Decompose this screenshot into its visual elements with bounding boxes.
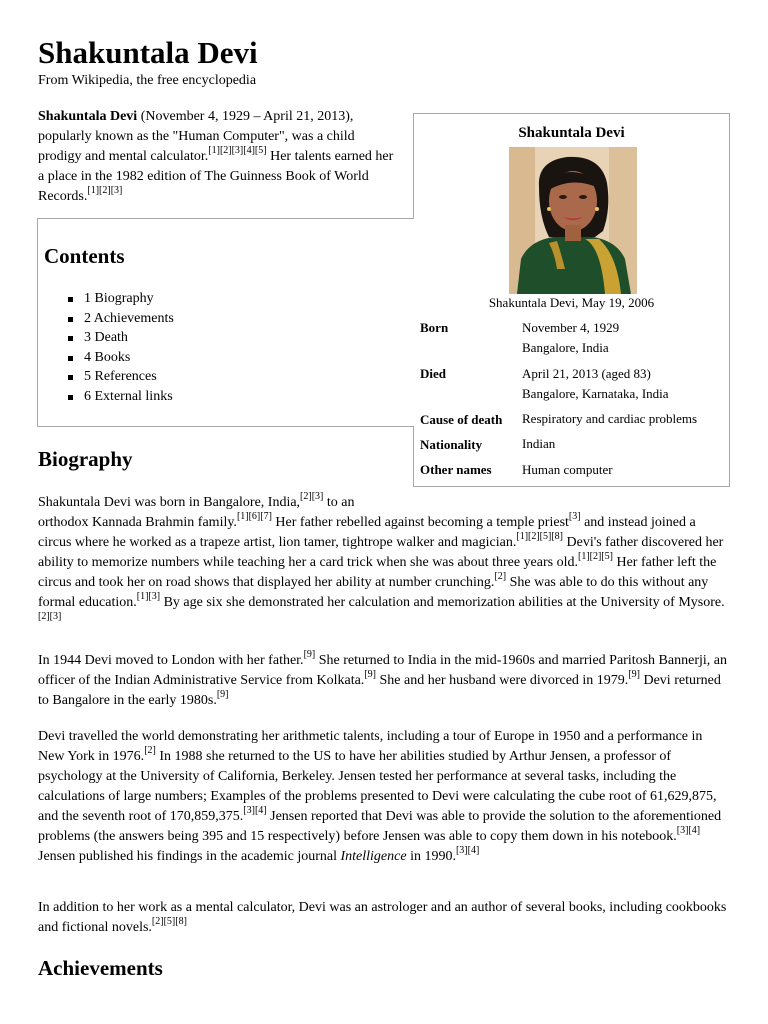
citation[interactable]: [1][3] (136, 591, 161, 603)
other-names-value: Human computer (522, 462, 613, 477)
toc-item-books[interactable]: 4 Books (68, 348, 174, 368)
citation[interactable]: [2][3] (38, 611, 62, 623)
achievements-heading: Achievements (38, 956, 163, 980)
biography-paragraph-4: In addition to her work as a mental calculator, Devi was an astrologer and an author of several books, including cookbooks and fictional novels.[2][5][8] (38, 900, 727, 935)
journal-name[interactable]: Intelligence (340, 849, 407, 864)
citation[interactable]: [3][4] (676, 825, 701, 837)
toc-item-biography[interactable]: 1 Biography (68, 289, 174, 309)
citation[interactable]: [1][2][3] (87, 185, 123, 197)
citation[interactable]: [9] (628, 669, 640, 681)
died-place[interactable]: Bangalore, Karnataka, India (522, 386, 669, 401)
citation[interactable]: [9] (364, 669, 376, 681)
died-value (522, 364, 727, 404)
intro-text: (November 4, 1929 – April 21, 2013), popularly known as the "Human Computer", was a child prodigy and mental calculator. (38, 109, 355, 164)
toc-title: Contents (44, 244, 125, 268)
citation[interactable]: [1][6][7] (236, 511, 272, 523)
born-value (522, 318, 727, 358)
biography-paragraph-3: Devi travelled the world demonstrating her arithmetic talents, including a tour of Europe in 1950 and a performance in New York in 1976.[2] In 1988 she returned to the US to have her abilities studied by Arthur Jensen, a professor of psychology at the University of California, Berkeley. Jensen tested her performance at several tasks, including the calculations of large numbers; Examples of the problems presented to Devi were calculating the cube root of 61,629,875, and the seventh root of 170,859,375.[3][4] Jensen reported that Devi was able to provide the solution to the aforementioned problems (the answers being 395 and 15 respectively) before Jensen was able to copy them down in his notebook.[3][4] Jensen published his findings in the academic journal Intelligence in 1990.[3][4] (38, 729, 722, 864)
subject-name: Shakuntala Devi (38, 109, 138, 124)
citation[interactable]: [3] (568, 511, 581, 523)
infobox-title: Shakuntala Devi (518, 125, 625, 141)
born-label: Born (420, 320, 449, 335)
other-names-label: Other names (420, 462, 492, 477)
intro-text: Her talents earned her a place in the 1982 edition of The Guinness Book of World Records. (38, 149, 394, 204)
citation[interactable]: [2][5][8] (151, 916, 187, 928)
citation[interactable]: [2] (144, 745, 156, 757)
infobox (413, 113, 730, 487)
citation[interactable]: [1][2][5] (577, 551, 613, 563)
toc-item-achievements[interactable]: 2 Achievements (68, 309, 174, 329)
toc-item-death[interactable]: 3 Death (68, 328, 174, 348)
biography-heading: Biography (38, 447, 133, 471)
citation[interactable]: [2][3] (300, 491, 324, 503)
citation[interactable]: [9] (303, 649, 316, 661)
cause-of-death-label: Cause of death (420, 412, 503, 427)
intro-paragraph (38, 107, 396, 207)
citation[interactable]: [1][2][5][8] (516, 531, 563, 543)
citation[interactable]: [3][4] (243, 805, 267, 817)
toc-list (68, 289, 174, 406)
portrait-photo[interactable] (509, 147, 637, 294)
born-date: November 4, 1929 (522, 320, 620, 335)
died-date: April 21, 2013 (aged 83) (522, 366, 651, 381)
biography-paragraph-1: Shakuntala Devi was born in Bangalore, India,[2][3] to an orthodox Kannada Brahmin family.[1][6][7] Her father rebelled against becoming a temple priest[3] and instead joined a circus where he worked as a trapeze artist, lion tamer, tightrope walker and magician.[1][2][5][8] Devi's father discovered her ability to memorize numbers while teaching her a card trick when she was about three years old.[1][2][5] Her father left the circus and took her on road shows that displayed her ability at number crunching.[2] She was able to do this without any formal education.[1][3] By age six she demonstrated her calculation and memorization abilities at the University of Mysore.[2][3] (38, 491, 725, 623)
cause-of-death-value: Respiratory and cardiac problems (522, 411, 698, 426)
page-title: Shakuntala Devi (38, 35, 258, 70)
nationality-label: Nationality (420, 437, 483, 452)
toc-item-references[interactable]: 5 References (68, 367, 174, 387)
biography-paragraph-2: In 1944 Devi moved to London with her father.[9] She returned to India in the mid-1960s and married Paritosh Bannerji, an officer of the Indian Administrative Service from Kolkata.[9] She and her husband were divorced in 1979.[9] Devi returned to Bangalore in the early 1980s.[9] (38, 649, 727, 708)
nationality-value[interactable]: Indian (522, 436, 556, 451)
citation[interactable]: [1][2][3][4][5] (208, 145, 267, 157)
born-place[interactable]: Bangalore, India (522, 340, 609, 355)
photo-caption: Shakuntala Devi, May 19, 2006 (488, 295, 655, 310)
died-label: Died (420, 366, 446, 381)
table-of-contents (37, 218, 414, 427)
citation[interactable]: [2] (494, 571, 507, 583)
citation[interactable]: [9] (216, 689, 229, 701)
tagline: From Wikipedia, the free encyclopedia (38, 73, 257, 88)
citation[interactable]: [3][4] (455, 845, 480, 857)
toc-item-external-links[interactable]: 6 External links (68, 387, 174, 407)
